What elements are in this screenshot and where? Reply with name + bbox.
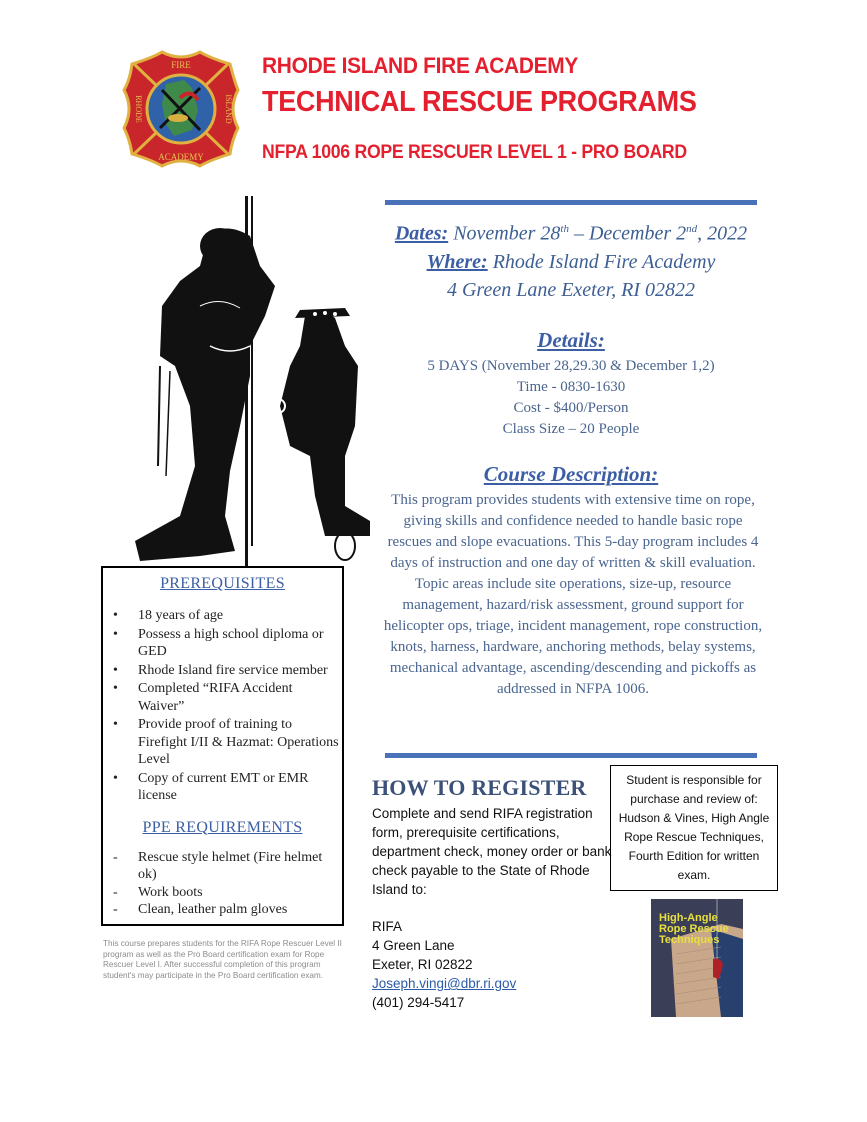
ppe-text: Clean, leather palm gloves [138,902,288,917]
register-email-link[interactable]: Joseph.vingi@dbr.ri.gov [372,976,517,991]
where-label: Where: [426,250,488,273]
prerequisite-text: Rhode Island fire service member [138,662,328,678]
prerequisite-text: Possess a high school diploma or GED [138,626,324,659]
dates-start-suffix: th [560,223,569,235]
where-value: Rhode Island Fire Academy [492,250,716,273]
details-cost: Cost - $400/Person [513,400,629,416]
course-description-paragraph-1: This program provides students with extensive time on rope, giving skills and confidence needed to handle basic rope rescues and slope evacuations. This 5-day program includes 4 days of instruction and one day of written & skill evaluation. [387,492,759,571]
ppe-list [103,849,342,919]
register-contact [372,917,516,1012]
logo-text-island: ISLAND [224,94,233,124]
book-title-line-3: Techniques [659,934,720,946]
header-program-title: TECHNICAL RESCUE PROGRAMS [262,86,697,118]
course-description-heading-wrap [380,462,762,487]
prerequisite-item [103,770,342,805]
dash-icon: - [113,849,118,865]
bullet-icon: • [113,608,118,623]
dash-icon: - [113,884,118,900]
details-class-size: Class Size – 20 People [502,421,640,437]
book-title-line-2: Rope Rescue [659,923,729,935]
prerequisites-heading: PREREQUISITES [160,575,285,592]
logo-text-fire: FIRE [171,60,191,70]
prerequisites-list [103,607,342,805]
register-org: RIFA [372,919,403,934]
bottom-divider-rule [385,753,757,758]
prerequisite-item [103,716,342,769]
header-course-subtitle: NFPA 1006 ROPE RESCUER LEVEL 1 - PRO BOARD [262,142,687,163]
register-instructions: Complete and send RIFA registration form, prerequisite certifications, department check, money order or bank check payable to the State of Rhode Island to: [372,806,612,897]
ppe-item [103,901,342,919]
register-heading: HOW TO REGISTER [372,775,587,800]
header-academy-name: RHODE ISLAND FIRE ACADEMY [262,53,579,78]
dash-icon: - [113,902,118,917]
ppe-text: Rescue style helmet (Fire helmet ok) [138,849,323,882]
rope-rescuer-silhouette-image [100,196,380,566]
dates-year: , 2022 [697,222,748,245]
textbook-cover-image [651,899,743,1017]
prerequisite-item [103,607,342,625]
bullet-icon: • [113,717,118,732]
register-phone: (401) 294-5417 [372,995,465,1010]
event-info [380,215,762,304]
bullet-icon: • [113,662,118,678]
top-divider-rule [385,200,757,205]
prerequisite-item [103,662,342,680]
bullet-icon: • [113,770,118,786]
ppe-heading: PPE REQUIREMENTS [142,818,303,836]
bullet-icon: • [113,681,118,696]
details-heading-wrap [380,328,762,353]
prerequisite-text: Provide proof of training to Firefight I/II & Hazmat: Operations Level [138,717,339,767]
fire-academy-logo [122,50,240,168]
prerequisite-text: 18 years of age [138,608,224,623]
ppe-text: Work boots [138,884,203,900]
ppe-item [103,849,342,884]
prerequisites-box [101,566,344,926]
pro-board-fine-print: This course prepares students for the RIFA Rope Rescuer Level II program as well as the Pro Board certification exam for Rope Rescuer Level I. After successful completion of this program student's may participate in the Pro Board certification exam. [103,939,342,980]
where-line [380,248,762,276]
register-street: 4 Green Lane [372,938,455,953]
dates-label: Dates: [394,222,449,245]
prerequisite-text: Completed “RIFA Accident Waiver” [138,681,293,714]
course-description-heading: Course Description: [483,462,659,486]
bullet-icon: • [113,626,118,642]
dates-line [380,215,762,248]
prerequisite-item [103,626,342,661]
logo-text-rhode: RHODE [134,95,143,123]
course-description-paragraph-2: Topic areas include site operations, size-up, resource management, hazard/risk assessment, ground support for helicopter ops, triage, incident management, rope construction, knots, harness, hardware, anchoring methods, belay systems, mechanical advantage, ascending/descending and pickoffs as addressed in NFPA 1006. [383,576,763,697]
textbook-note-box: Student is responsible for purchase and review of: Hudson & Vines, High Angle Rope Rescue Techniques, Fourth Edition for written exam. [610,765,778,891]
details-time: Time - 0830-1630 [516,379,626,395]
prerequisite-item [103,680,342,715]
logo-text-academy: ACADEMY [158,152,204,162]
dates-end-suffix: nd [686,223,698,235]
course-description-body [380,490,766,700]
event-address: 4 Green Lane Exeter, RI 02822 [446,278,696,301]
dates-end: – December 2 [568,222,687,245]
details-heading: Details: [537,328,605,352]
register-city: Exeter, RI 02822 [372,957,473,972]
book-title-line-1: High-Angle [659,912,718,924]
dates-start: November 28 [453,222,561,245]
details-days: 5 DAYS (November 28,29.30 & December 1,2) [427,358,715,374]
prerequisite-text: Copy of current EMT or EMR license [138,770,309,803]
ppe-item [103,884,342,902]
details-list [380,356,762,440]
